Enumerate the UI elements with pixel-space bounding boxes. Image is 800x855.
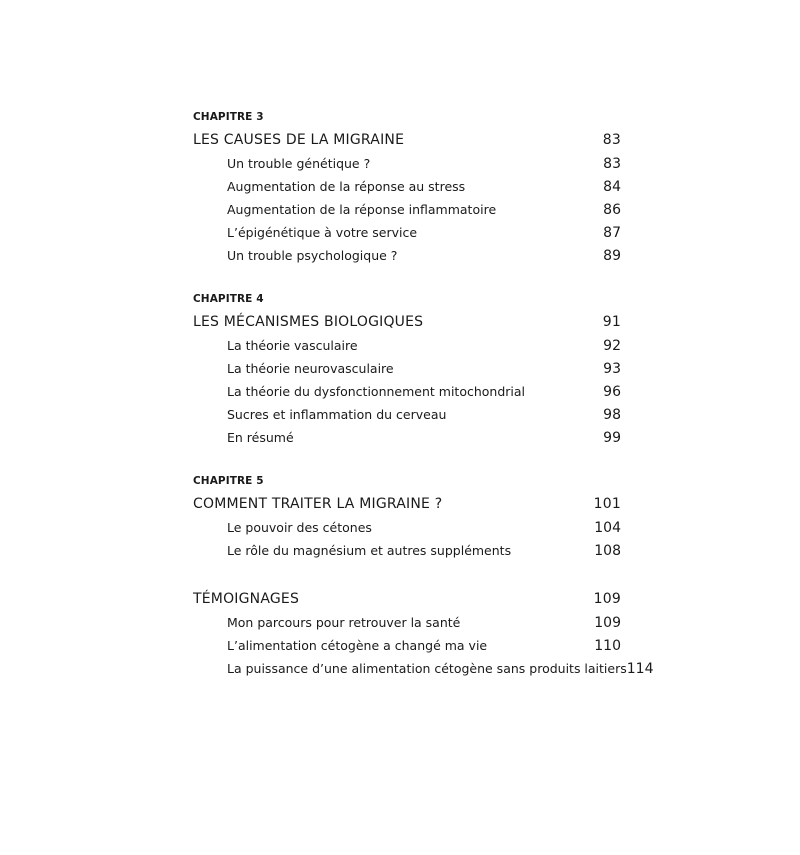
section-row[interactable] bbox=[193, 403, 621, 426]
section-title: Mon parcours pour retrouver la santé bbox=[227, 615, 461, 630]
section-row[interactable] bbox=[193, 426, 621, 449]
section-title: Augmentation de la réponse au stress bbox=[227, 179, 466, 194]
page-number: 110 bbox=[594, 638, 621, 654]
page-number: 91 bbox=[602, 314, 621, 330]
section-title: La théorie vasculaire bbox=[227, 338, 358, 353]
chapter-title: LES MÉCANISMES BIOLOGIQUES bbox=[193, 314, 424, 330]
section-row[interactable] bbox=[193, 152, 621, 175]
chapter-title-row[interactable] bbox=[193, 129, 621, 152]
section-row[interactable] bbox=[193, 221, 621, 244]
page-number: 92 bbox=[603, 338, 621, 354]
chapter-title: COMMENT TRAITER LA MIGRAINE ? bbox=[193, 496, 443, 512]
page-number: 109 bbox=[593, 591, 621, 607]
chapter-title-row[interactable] bbox=[193, 311, 621, 334]
chapter-label: CHAPITRE 5 bbox=[193, 475, 264, 487]
page-number: 87 bbox=[603, 225, 621, 241]
section-row[interactable] bbox=[193, 634, 621, 657]
page-number: 86 bbox=[603, 202, 621, 218]
chapter-title-row[interactable] bbox=[193, 588, 621, 611]
section-row[interactable] bbox=[193, 380, 621, 403]
page-number: 109 bbox=[594, 615, 621, 631]
page-number: 104 bbox=[594, 520, 621, 536]
section-row[interactable] bbox=[193, 244, 621, 267]
section-title: Sucres et inflammation du cerveau bbox=[227, 407, 447, 422]
chapter-label: CHAPITRE 4 bbox=[193, 293, 264, 305]
section-title: Un trouble génétique ? bbox=[227, 156, 371, 171]
section-row[interactable] bbox=[193, 334, 621, 357]
section-row[interactable] bbox=[193, 516, 621, 539]
chapter-label: CHAPITRE 3 bbox=[193, 111, 264, 123]
page-number: 114 bbox=[626, 661, 654, 677]
page-number: 93 bbox=[603, 361, 621, 377]
chapter-4 bbox=[193, 292, 621, 449]
chapter-3 bbox=[193, 110, 621, 267]
section-title: La théorie du dysfonctionnement mitochondrial bbox=[227, 384, 526, 399]
page-number: 83 bbox=[602, 132, 621, 148]
section-row[interactable] bbox=[193, 357, 621, 380]
chapter-title: LES CAUSES DE LA MIGRAINE bbox=[193, 132, 405, 148]
section-row[interactable] bbox=[193, 611, 621, 634]
section-title: L’épigénétique à votre service bbox=[227, 225, 418, 240]
section-row[interactable] bbox=[193, 175, 621, 198]
table-of-contents bbox=[193, 110, 654, 680]
section-title: La puissance d’une alimentation cétogène sans produits laitiers bbox=[227, 661, 627, 676]
page-number: 99 bbox=[603, 430, 621, 446]
section-title: La théorie neurovasculaire bbox=[227, 361, 394, 376]
chapter-5 bbox=[193, 474, 621, 562]
page-number: 98 bbox=[603, 407, 621, 423]
page-number: 96 bbox=[603, 384, 621, 400]
section-row[interactable] bbox=[193, 539, 621, 562]
page-number: 89 bbox=[603, 248, 621, 264]
page-number: 84 bbox=[603, 179, 621, 195]
section-title: Le rôle du magnésium et autres suppléments bbox=[227, 543, 512, 558]
chapter-title-row[interactable] bbox=[193, 493, 621, 516]
page-number: 108 bbox=[594, 543, 621, 559]
section-title: L’alimentation cétogène a changé ma vie bbox=[227, 638, 488, 653]
page-number: 83 bbox=[603, 156, 621, 172]
section-title: Un trouble psychologique ? bbox=[227, 248, 398, 263]
section-row[interactable] bbox=[193, 198, 621, 221]
section-title: Augmentation de la réponse inflammatoire bbox=[227, 202, 497, 217]
chapter-title: TÉMOIGNAGES bbox=[193, 591, 300, 607]
section-title: En résumé bbox=[227, 430, 294, 445]
testimonials-section bbox=[193, 588, 654, 680]
section-row[interactable] bbox=[193, 657, 654, 680]
page-number: 101 bbox=[593, 496, 621, 512]
section-title: Le pouvoir des cétones bbox=[227, 520, 372, 535]
